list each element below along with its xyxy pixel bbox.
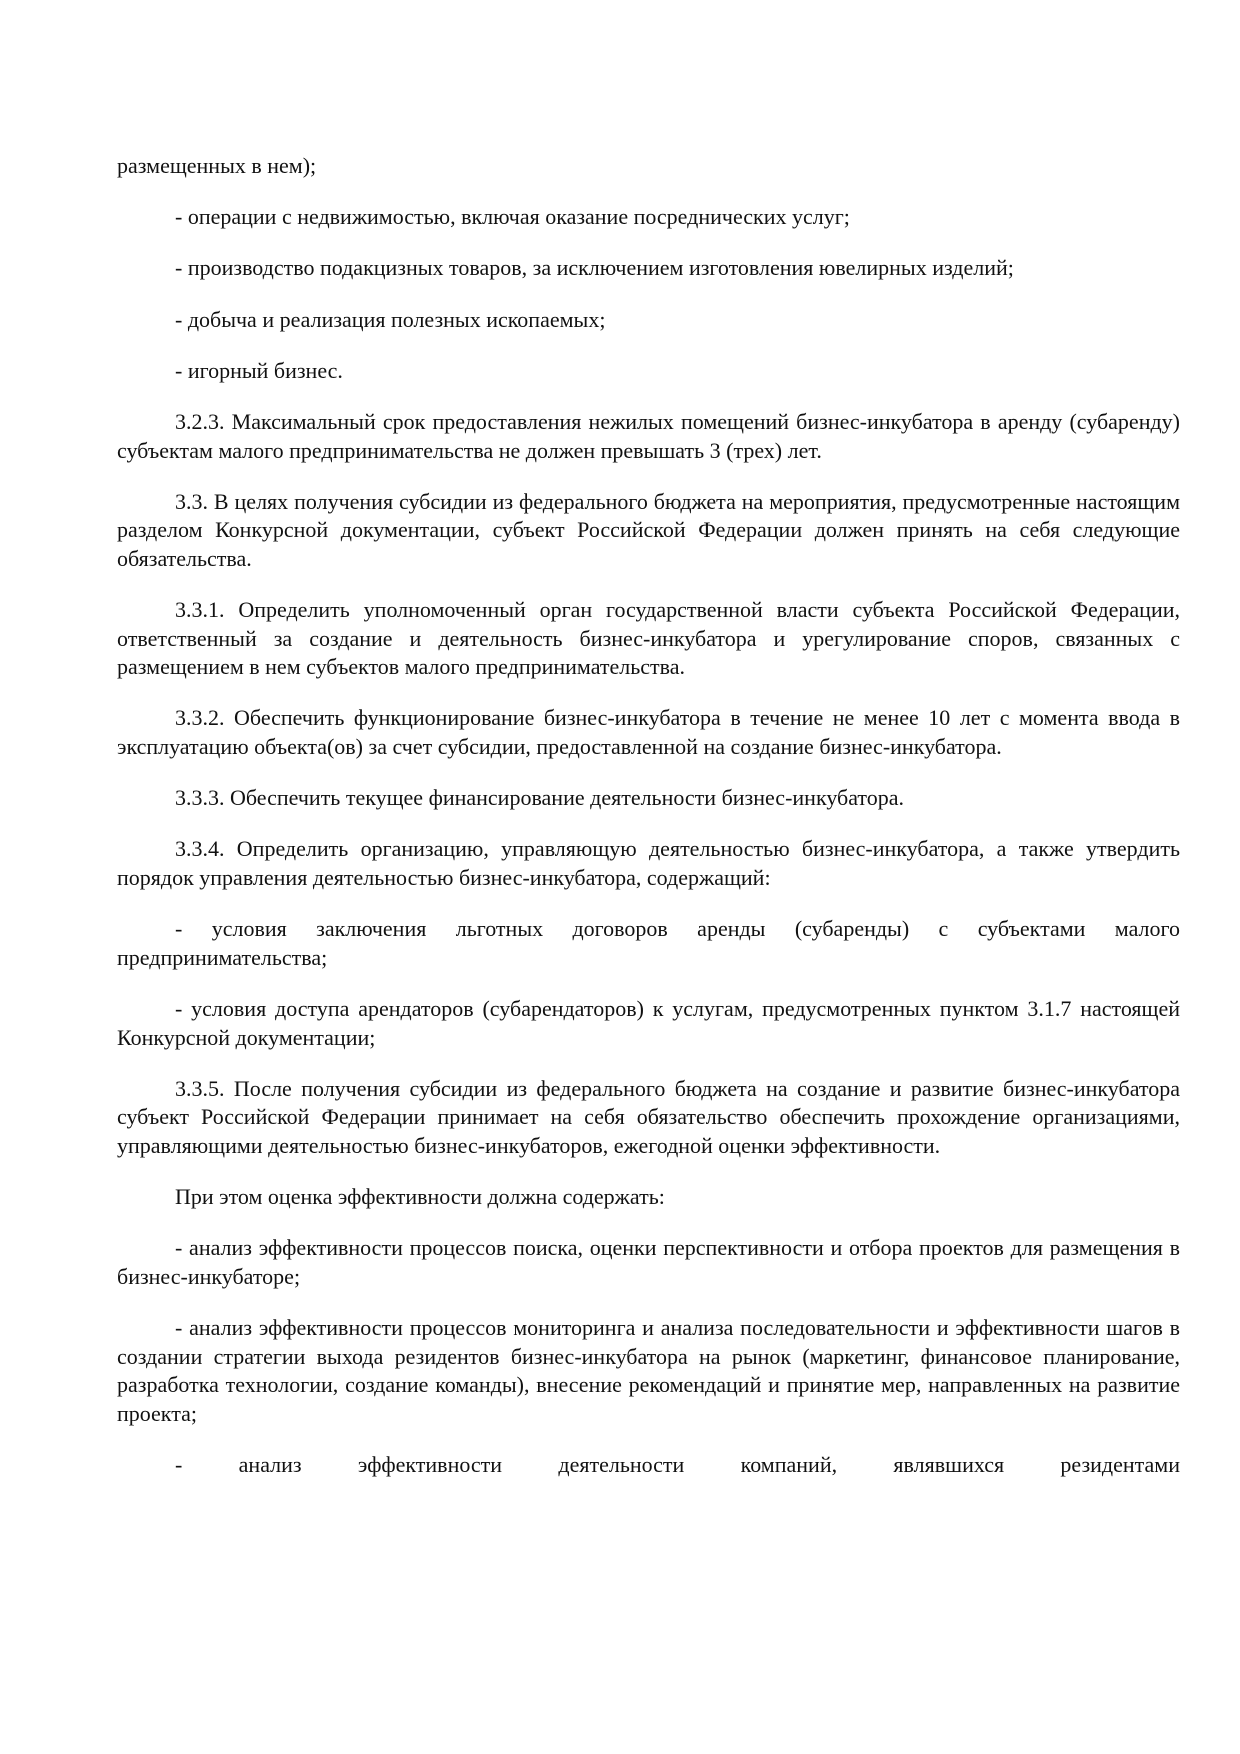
clause-3-2-3: 3.2.3. Максимальный срок предоставления нежилых помещений бизнес-инкубатора в аренду (субаренду) субъектам малого предпринимательства не должен превышать 3 (трех) лет. <box>117 408 1180 463</box>
list-item-gambling: - игорный бизнес. <box>175 357 343 383</box>
list-item-real-estate: - операции с недвижимостью, включая оказание посреднических услуг; <box>175 204 850 230</box>
clause-3-3-2: 3.3.2. Обеспечить функционирование бизнес-инкубатора в течение не менее 10 лет с момента ввода в эксплуатацию объекта(ов) за счет субсидии, предоставленной на создание бизнес-инкубатора. <box>117 705 1180 760</box>
evaluation-intro: При этом оценка эффективности должна содержать: <box>175 1184 665 1210</box>
list-item-mining: - добыча и реализация полезных ископаемых; <box>175 306 606 332</box>
list-item-monitoring-analysis: - анализ эффективности процессов мониторинга и анализа последовательности и эффективности шагов в создании стратегии выхода резидентов бизнес-инкубатора на рынок (маркетинг, финансовое планирование, разработка технологии, создание команды), внесение рекомендаций и принятие мер, направленных на развитие проекта; <box>117 1315 1180 1426</box>
clause-3-3-5: 3.3.5. После получения субсидии из федерального бюджета на создание и развитие бизнес-инкубатора субъект Российской Федерации принимает на себя обязательство обеспечить прохождение организациями, управляющими деятельностью бизнес-инкубаторов, ежегодной оценки эффективности. <box>117 1075 1180 1158</box>
clause-3-3-3: 3.3.3. Обеспечить текущее финансирование деятельности бизнес-инкубатора. <box>175 785 905 811</box>
clause-3-3-1: 3.3.1. Определить уполномоченный орган государственной власти субъекта Российской Федерации, ответственный за создание и деятельность бизнес-инкубатора и урегулирование споров, связанных с размещением в нем субъектов малого предпринимательства. <box>117 597 1180 680</box>
clause-3-3-4: 3.3.4. Определить организацию, управляющую деятельностью бизнес-инкубатора, а также утвердить порядок управления деятельностью бизнес-инкубатора, содержащий: <box>117 836 1180 891</box>
document-page <box>117 152 1180 1502</box>
list-item-resident-analysis: - анализ эффективности деятельности компаний, являвшихся резидентами <box>175 1452 1180 1478</box>
clause-3-3: 3.3. В целях получения субсидии из федерального бюджета на мероприятия, предусмотренные настоящим разделом Конкурсной документации, субъект Российской Федерации должен принять на себя следующие обязательства. <box>117 488 1180 571</box>
list-item-excise-goods: - производство подакцизных товаров, за исключением изготовления ювелирных изделий; <box>175 255 1014 281</box>
list-item-lease-conditions: - условия заключения льготных договоров аренды (субаренды) с субъектами малого предпринимательства; <box>117 916 1180 970</box>
list-item-selection-analysis: - анализ эффективности процессов поиска, оценки перспективности и отбора проектов для размещения в бизнес-инкубаторе; <box>117 1235 1180 1289</box>
paragraph-continuation: размещенных в нем); <box>117 153 317 178</box>
list-item-service-access: - условия доступа арендаторов (субарендаторов) к услугам, предусмотренных пунктом 3.1.7 настоящей Конкурсной документации; <box>117 996 1180 1050</box>
